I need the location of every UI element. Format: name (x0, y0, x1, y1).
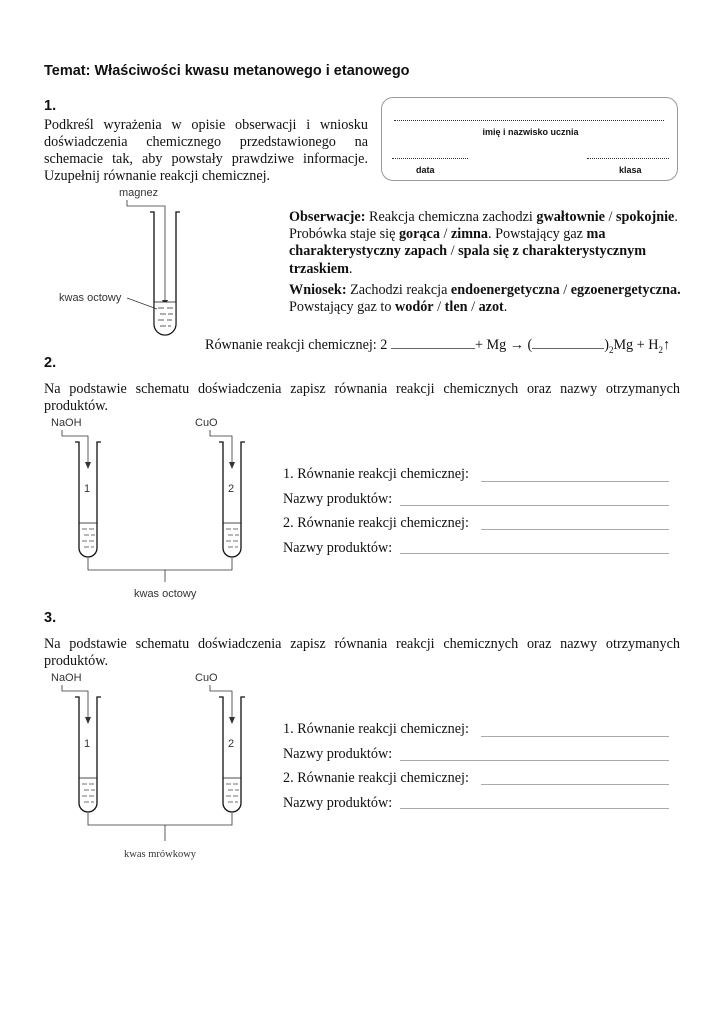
task3-eq1-label: 1. Równanie reakcji chemicznej: (283, 721, 469, 737)
task2-prod2-label: Nazwy produktów: (283, 540, 393, 556)
task2-number: 2. (44, 355, 57, 371)
magnesium-test-tube-diagram (55, 182, 205, 342)
option-tlen[interactable]: tlen (444, 299, 468, 316)
svg-text:NaOH: NaOH (51, 417, 82, 429)
task2-instruction: Na podstawie schematu doświadczenia zapisz równania reakcji chemicznych oraz nazwy otrzymanych produktów. (44, 381, 680, 414)
conclusion-label: Wniosek: (289, 282, 347, 298)
class-field[interactable] (587, 158, 669, 159)
option-endo[interactable]: endoenergetyczna (450, 282, 560, 298)
svg-text:1: 1 (84, 738, 91, 750)
task3-number: 3. (44, 610, 57, 626)
task3-diagram (44, 667, 274, 867)
name-label: imię i nazwisko ucznia (482, 127, 579, 137)
svg-text:NaOH: NaOH (51, 672, 82, 684)
task3-eq1-line[interactable] (481, 736, 669, 737)
option-wodor[interactable]: wodór (394, 299, 434, 316)
task3-eq2-label: 2. Równanie reakcji chemicznej: (283, 770, 469, 786)
equation-blank-acid[interactable] (391, 348, 475, 349)
option-trzask[interactable]: spala się z charakterystycznym trzaskiem (289, 243, 647, 277)
option-goraca[interactable]: gorąca (398, 226, 440, 243)
conclusion-text: Wniosek: Zachodzi reakcja endoenergetyczna / egzoenergetyczna. Powstający gaz to wodór / tlen / azot. (289, 282, 681, 316)
task3-prod1-label: Nazwy produktów: (283, 746, 393, 762)
task3-prod2-label: Nazwy produktów: (283, 795, 393, 811)
equation-blank-salt[interactable] (532, 348, 604, 349)
name-field[interactable] (394, 120, 664, 121)
task2-prod2-line[interactable] (400, 553, 669, 554)
option-egzo[interactable]: egzoenergetyczna. (570, 282, 681, 298)
class-label: klasa (619, 165, 642, 175)
option-spokojnie[interactable]: spokojnie (616, 209, 675, 225)
option-zimna[interactable]: zimna (450, 226, 489, 243)
option-azot[interactable]: azot (478, 299, 504, 316)
svg-text:kwas mrówkowy: kwas mrówkowy (124, 849, 197, 860)
date-label: data (416, 165, 435, 175)
option-gwaltownie[interactable]: gwałtownie (536, 209, 605, 225)
observations-text: Obserwacje: Reakcja chemiczna zachodzi gwałtownie / spokojnie. Probówka staje się gorąca / zimna. Powstający gaz ma charakterystyczny zapach / spala się z charakterystycznym trzaskiem. (289, 209, 678, 277)
task2-eq2-line[interactable] (481, 529, 669, 530)
task3-instruction-wrap (44, 636, 680, 670)
task2-eq1-label: 1. Równanie reakcji chemicznej: (283, 466, 469, 482)
task1-number: 1. (44, 98, 57, 114)
date-field[interactable] (392, 158, 468, 159)
task3-prod1-line[interactable] (400, 760, 669, 761)
svg-text:1: 1 (84, 483, 91, 495)
svg-text:2: 2 (228, 483, 235, 495)
option-zapach[interactable]: ma charakterystyczny zapach (289, 226, 606, 260)
task2-prod1-label: Nazwy produktów: (283, 491, 393, 507)
svg-text:2: 2 (228, 738, 235, 750)
equation-1: Równanie reakcji chemicznej: 2 + Mg → ( )$_2Mg$ + $H_2↑$ (205, 337, 671, 355)
task2-diagram (44, 412, 274, 607)
page-title: Temat: Właściwości kwasu metanowego i etanowego (44, 63, 410, 79)
acetic-acid-label: kwas octowy (59, 292, 122, 304)
task3-prod2-line[interactable] (400, 808, 669, 809)
task2-prod1-line[interactable] (400, 505, 669, 506)
task3-eq2-line[interactable] (481, 784, 669, 785)
magnesium-label: magnez (119, 187, 159, 199)
task2-eq2-label: 2. Równanie reakcji chemicznej: (283, 515, 469, 531)
svg-text:CuO: CuO (195, 417, 218, 429)
task2-instruction-wrap (44, 381, 680, 415)
task1-instruction: Podkreśl wyrażenia w opisie obserwacji i wniosku doświadczenia chemicznego przedstawionego na schemacie tak, aby powstały prawdziwe informacje. Uzupełnij równanie reakcji chemicznej. (44, 117, 368, 184)
observations-label: Obserwacje: (289, 209, 366, 225)
svg-text:CuO: CuO (195, 672, 218, 684)
task3-instruction: Na podstawie schematu doświadczenia zapisz równania reakcji chemicznych oraz nazwy otrzymanych produktów. (44, 636, 680, 669)
task2-eq1-line[interactable] (481, 481, 669, 482)
svg-text:kwas octowy: kwas octowy (134, 588, 197, 600)
student-id-box (381, 97, 678, 181)
